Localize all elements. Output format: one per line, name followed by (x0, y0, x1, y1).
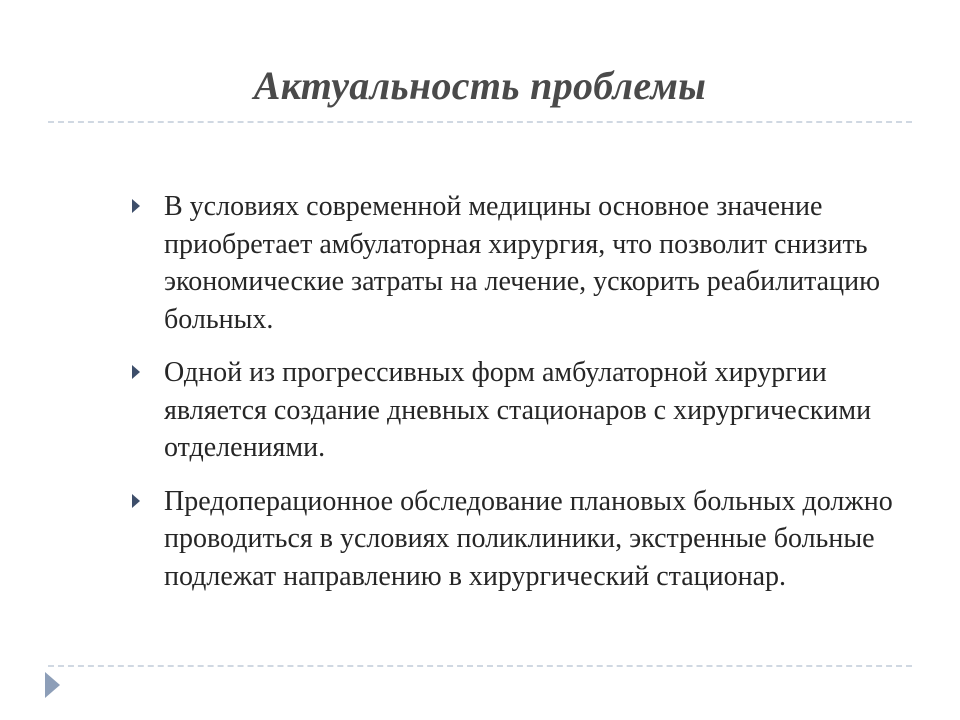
bullet-triangle-icon (132, 365, 140, 379)
bullet-text: В условиях современной медицины основное значение приобретает амбулаторная хирургия, что позволит снизить экономические затраты на лечение, ускорить реабилитацию больных. (164, 191, 880, 335)
list-item (132, 354, 922, 467)
bullet-text: Предоперационное обследование плановых больных должно проводиться в условиях поликлиники, экстренные больные подлежат направлению в хирургический стационар. (164, 485, 893, 592)
bullet-text: Одной из прогрессивных форм амбулаторной хирургии является создание дневных стационаров с хирургическими отделениями. (164, 357, 872, 463)
footer-divider (48, 665, 912, 667)
slide-title: Актуальность проблемы (253, 63, 707, 108)
title-divider (48, 121, 912, 123)
corner-triangle-icon (45, 672, 60, 698)
list-item (132, 483, 922, 596)
list-item (132, 188, 922, 338)
bullet-triangle-icon (132, 494, 140, 508)
bullet-list (132, 188, 922, 611)
bullet-triangle-icon (132, 199, 140, 213)
